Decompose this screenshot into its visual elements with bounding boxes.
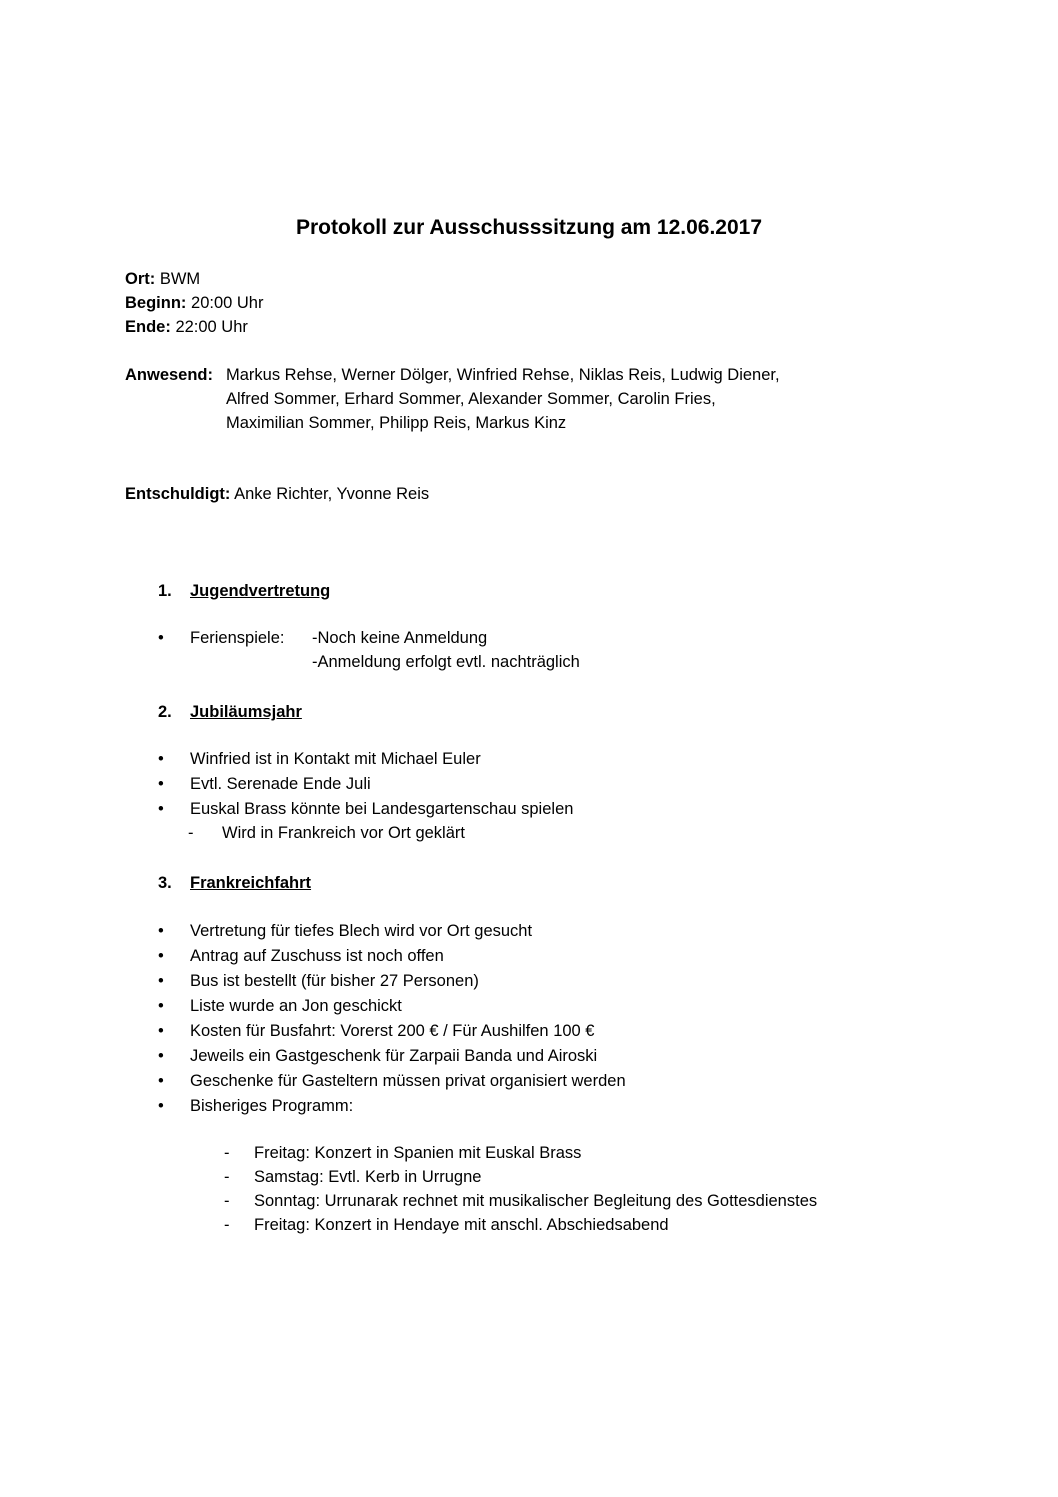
dash-icon: - xyxy=(224,1168,230,1186)
dash-icon: - xyxy=(188,824,194,842)
bullet-icon: • xyxy=(158,1047,164,1065)
ferienspiele-line-1: -Noch keine Anmeldung xyxy=(312,629,488,647)
section-2-title: Jubiläumsjahr xyxy=(190,703,302,721)
entschuldigt-line xyxy=(125,482,429,506)
program-item: Sonntag: Urrunarak rechnet mit musikalischer Begleitung des Gottesdienstes xyxy=(254,1192,818,1210)
dash-icon: - xyxy=(224,1216,230,1234)
ende-value: 22:00 Uhr xyxy=(175,318,248,336)
beginn-label: Beginn: xyxy=(125,294,187,312)
beginn-line xyxy=(125,291,263,315)
bullet-icon: • xyxy=(158,800,164,818)
section-1-number: 1. xyxy=(158,582,172,600)
bullet-icon: • xyxy=(158,922,164,940)
anwesend-label: Anwesend: xyxy=(125,366,214,384)
section-2-item: Winfried ist in Kontakt mit Michael Euler xyxy=(190,750,481,768)
section-3-item: Antrag auf Zuschuss ist noch offen xyxy=(190,947,444,965)
dash-icon: - xyxy=(224,1144,230,1162)
section-1-title: Jugendvertretung xyxy=(190,582,331,600)
bullet-icon: • xyxy=(158,997,164,1015)
ort-line xyxy=(125,267,200,291)
beginn-value: 20:00 Uhr xyxy=(191,294,264,312)
bullet-icon: • xyxy=(158,750,164,768)
bullet-icon: • xyxy=(158,947,164,965)
bullet-icon: • xyxy=(158,775,164,793)
anwesend-line-2: Alfred Sommer, Erhard Sommer, Alexander Sommer, Carolin Fries, xyxy=(226,390,716,408)
section-2-item: Evtl. Serenade Ende Juli xyxy=(190,775,371,793)
ort-value: BWM xyxy=(159,270,201,288)
section-2-number: 2. xyxy=(158,703,172,721)
entschuldigt-value: Anke Richter, Yvonne Reis xyxy=(234,485,430,503)
bullet-icon: • xyxy=(158,1097,164,1115)
dash-icon: - xyxy=(224,1192,230,1210)
section-3-item: Vertretung für tiefes Blech wird vor Ort gesucht xyxy=(190,922,533,940)
ferienspiele-label: Ferienspiele: xyxy=(190,629,285,647)
ende-label: Ende: xyxy=(125,318,171,336)
section-2-item: Euskal Brass könnte bei Landesgartenschau spielen xyxy=(190,800,574,818)
bullet-icon: • xyxy=(158,629,164,647)
bullet-icon: • xyxy=(158,972,164,990)
section-3-item: Geschenke für Gasteltern müssen privat organisiert werden xyxy=(190,1072,626,1090)
program-item: Freitag: Konzert in Spanien mit Euskal Brass xyxy=(254,1144,582,1162)
section-3-item: Bus ist bestellt (für bisher 27 Personen) xyxy=(190,972,479,990)
program-item: Freitag: Konzert in Hendaye mit anschl. Abschiedsabend xyxy=(254,1216,669,1234)
section-3-item: Kosten für Busfahrt: Vorerst 200 € / Für Aushilfen 100 € xyxy=(190,1022,595,1040)
section-3-title: Frankreichfahrt xyxy=(190,874,312,892)
section-3-number: 3. xyxy=(158,874,172,892)
bullet-icon: • xyxy=(158,1072,164,1090)
ende-line xyxy=(125,315,248,339)
section-2-subitem: Wird in Frankreich vor Ort geklärt xyxy=(222,824,465,842)
anwesend-line-1: Markus Rehse, Werner Dölger, Winfried Rehse, Niklas Reis, Ludwig Diener, xyxy=(226,366,780,384)
section-3-item: Jeweils ein Gastgeschenk für Zarpaii Banda und Airoski xyxy=(190,1047,598,1065)
anwesend-line-3: Maximilian Sommer, Philipp Reis, Markus Kinz xyxy=(226,414,567,432)
bullet-icon: • xyxy=(158,1022,164,1040)
section-3-item: Liste wurde an Jon geschickt xyxy=(190,997,402,1015)
ort-label: Ort: xyxy=(125,270,156,288)
page-title: Protokoll zur Ausschusssitzung am 12.06.2017 xyxy=(295,216,763,239)
ferienspiele-line-2: -Anmeldung erfolgt evtl. nachträglich xyxy=(312,653,580,671)
entschuldigt-label: Entschuldigt: xyxy=(125,485,231,503)
section-3-item: Bisheriges Programm: xyxy=(190,1097,354,1115)
program-item: Samstag: Evtl. Kerb in Urrugne xyxy=(254,1168,482,1186)
